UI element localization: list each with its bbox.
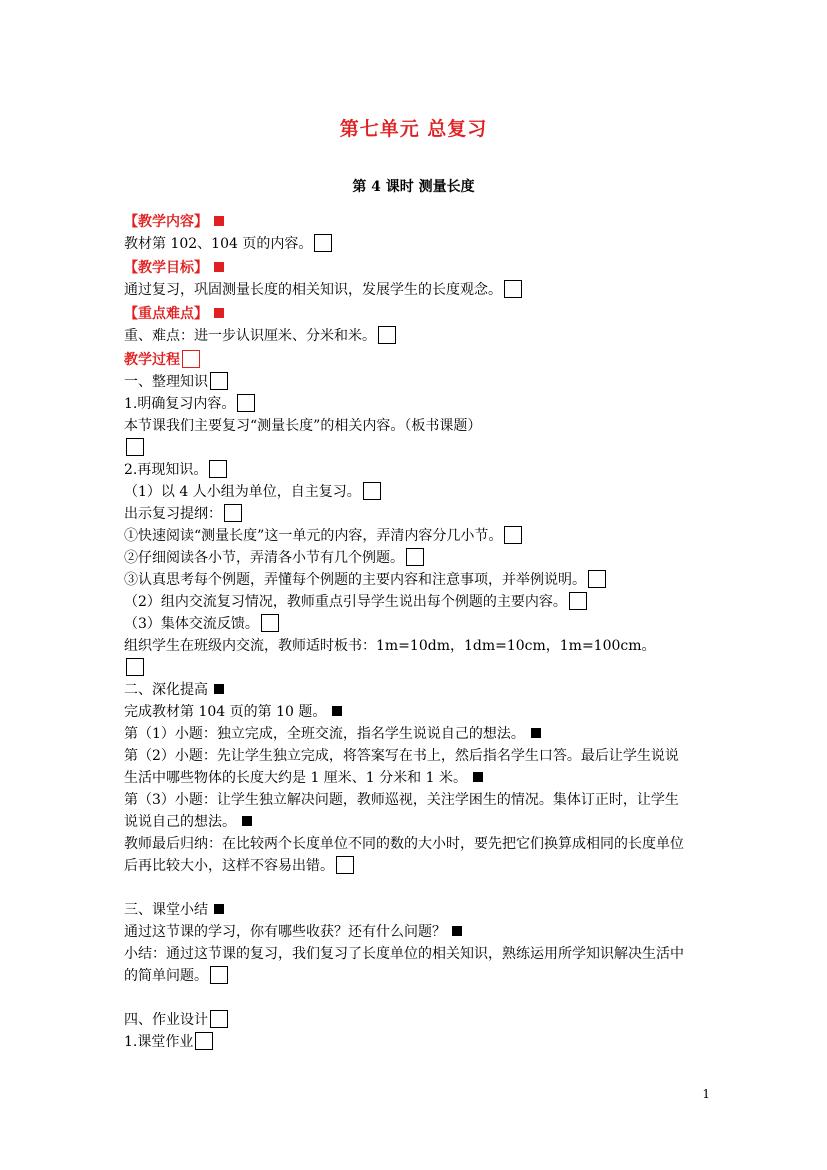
empty-box-icon [504, 280, 522, 298]
section-heading: 教学过程 [124, 352, 180, 368]
line-text: 的简单问题。 [124, 968, 208, 984]
text-line [124, 325, 704, 347]
page-number: 1 [702, 1087, 710, 1101]
text-line [124, 257, 704, 279]
text-line [124, 349, 704, 371]
line-text: 1.课堂作业 [124, 1034, 194, 1050]
text-line [124, 679, 704, 701]
empty-box-icon [363, 482, 381, 500]
red-square-icon [214, 262, 224, 272]
text-line [124, 1009, 704, 1031]
text-line [124, 833, 704, 855]
text-line [124, 1031, 704, 1053]
red-square-icon [214, 216, 224, 226]
line-text: 组织学生在班级内交流，教师适时板书：1m=10dm，1dm=10cm，1m=100cm。 [124, 638, 656, 654]
empty-box-icon [209, 460, 227, 478]
text-line [124, 371, 704, 393]
section-heading: 【教学内容】 [124, 214, 208, 230]
line-text: ①快速阅读“测量长度”这一单元的内容，弄清内容分几小节。 [124, 528, 503, 544]
empty-box-icon [210, 1010, 228, 1028]
line-text: 后再比较大小，这样不容易出错。 [124, 858, 334, 874]
text-line [124, 965, 704, 987]
black-square-icon [531, 728, 541, 738]
line-text: 生活中哪些物体的长度大约是 1 厘米、1 分米和 1 米。 [124, 770, 467, 786]
section-heading: 【教学目标】 [124, 260, 208, 276]
line-text: 第（3）小题：让学生独立解决问题，教师巡视，关注学困生的情况。集体订正时，让学生 [124, 792, 679, 808]
document-subtitle: 第 4 课时 测量长度 [352, 179, 475, 195]
line-text: 教材第 102、104 页的内容。 [124, 236, 313, 252]
empty-box-icon [378, 326, 396, 344]
text-line [124, 899, 704, 921]
text-line [124, 459, 704, 481]
text-line [124, 767, 704, 789]
line-text: 第（1）小题：独立完成，全班交流，指名学生说说自己的想法。 [124, 726, 525, 742]
text-line [124, 547, 704, 569]
text-line [124, 525, 704, 547]
line-text: 教师最后归纳：在比较两个长度单位不同的数的大小时，要先把它们换算成相同的长度单位 [124, 836, 684, 852]
text-line [124, 701, 704, 723]
line-text: 一、整理知识 [124, 374, 208, 390]
line-text: （3）集体交流反馈。 [124, 616, 259, 632]
text-line [124, 921, 704, 943]
empty-box-icon [237, 394, 255, 412]
line-text: 2.再现知识。 [124, 462, 208, 478]
text-line [124, 657, 704, 679]
line-text: 小结：通过这节课的复习，我们复习了长度单位的相关知识，熟练运用所学知识解决生活中 [124, 946, 684, 962]
text-line [124, 855, 704, 877]
empty-box-icon [588, 570, 606, 588]
line-text: 本节课我们主要复习“测量长度”的相关内容。（板书课题） [124, 418, 482, 434]
text-line [124, 943, 704, 965]
line-text: 通过这节课的学习，你有哪些收获？还有什么问题？ [124, 924, 446, 940]
line-text: ③认真思考每个例题，弄懂每个例题的主要内容和注意事项，并举例说明。 [124, 572, 586, 588]
text-line [124, 789, 704, 811]
line-text: ②仔细阅读各小节，弄清各小节有几个例题。 [124, 550, 404, 566]
red-square-icon [214, 308, 224, 318]
empty-box-icon [195, 1032, 213, 1050]
text-line [124, 613, 704, 635]
line-text: （1）以 4 人小组为单位，自主复习。 [124, 484, 361, 500]
section-heading: 【重点难点】 [124, 306, 208, 322]
line-text: 二、深化提高 [124, 682, 208, 698]
line-text: 通过复习，巩固测量长度的相关知识，发展学生的长度观念。 [124, 282, 502, 298]
line-text: 完成教材第 104 页的第 10 题。 [124, 704, 327, 720]
empty-box-icon [182, 350, 200, 368]
line-text: 第（2）小题：先让学生独立完成，将答案写在书上，然后指名学生口答。最后让学生说说 [124, 748, 679, 764]
line-text: 说说自己的想法。 [124, 814, 236, 830]
black-square-icon [242, 816, 252, 826]
black-square-icon [473, 772, 483, 782]
black-square-icon [214, 684, 224, 694]
empty-box-icon [261, 614, 279, 632]
line-text: 出示复习提纲： [124, 506, 222, 522]
text-line [124, 279, 704, 301]
empty-box-icon [126, 438, 144, 456]
empty-box-icon [504, 526, 522, 544]
line-text: 四、作业设计 [124, 1012, 208, 1028]
black-square-icon [332, 706, 342, 716]
empty-box-icon [126, 658, 144, 676]
empty-box-icon [569, 592, 587, 610]
text-line [124, 635, 704, 657]
text-line [124, 437, 704, 459]
empty-box-icon [314, 234, 332, 252]
text-line [124, 723, 704, 745]
text-line [124, 393, 704, 415]
black-square-icon [452, 926, 462, 936]
empty-box-icon [336, 856, 354, 874]
text-line [124, 233, 704, 255]
empty-box-icon [210, 372, 228, 390]
line-text: 重、难点：进一步认识厘米、分米和米。 [124, 328, 376, 344]
text-line [124, 811, 704, 833]
empty-box-icon [210, 966, 228, 984]
text-line [124, 745, 704, 767]
document-title: 第七单元 总复习 [339, 118, 488, 140]
black-square-icon [214, 904, 224, 914]
text-line [124, 211, 704, 233]
text-line [124, 415, 704, 437]
text-line [124, 569, 704, 591]
line-text: 三、课堂小结 [124, 902, 208, 918]
text-line [124, 303, 704, 325]
text-line [124, 481, 704, 503]
line-text: 1.明确复习内容。 [124, 396, 236, 412]
text-line [124, 591, 704, 613]
line-text: （2）组内交流复习情况，教师重点引导学生说出每个例题的主要内容。 [124, 594, 567, 610]
empty-box-icon [406, 548, 424, 566]
text-line [124, 503, 704, 525]
empty-box-icon [224, 504, 242, 522]
